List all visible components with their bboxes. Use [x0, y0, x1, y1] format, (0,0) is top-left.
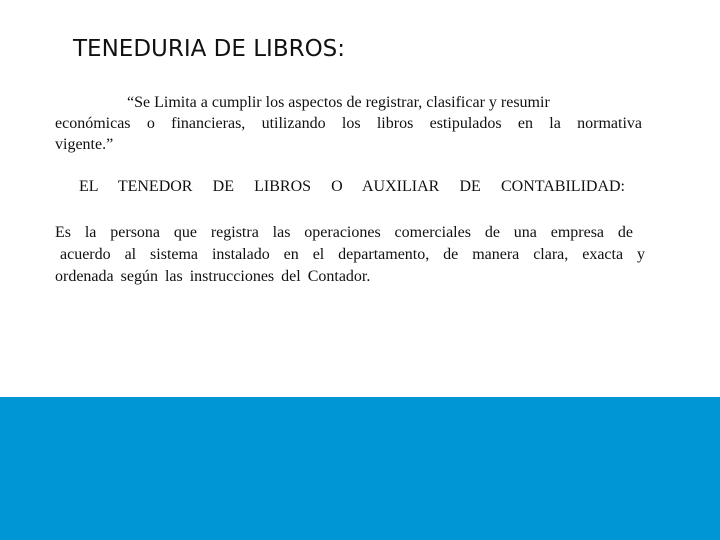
body-line: acuerdo al sistema instalado en el departamento, de manera clara, exacta y [60, 246, 645, 263]
quote-line: “Se Limita a cumplir los aspectos de registrar, clasificar y resumir [127, 94, 550, 111]
section-subtitle: EL TENEDOR DE LIBROS O AUXILIAR DE CONTABILIDAD: [79, 178, 625, 195]
body-paragraph [55, 222, 645, 288]
body-line: ordenada según las instrucciones del Contador. [55, 268, 371, 285]
slide-title: TENEDURIA DE LIBROS: [73, 36, 346, 62]
definition-quote [55, 92, 642, 155]
body-line: Es la persona que registra las operaciones comerciales de una empresa de [55, 224, 633, 241]
footer-color-bar [0, 397, 720, 540]
quote-line: vigente.” [55, 136, 114, 153]
quote-line: económicas o financieras, utilizando los libros estipulados en la normativa [55, 115, 642, 132]
